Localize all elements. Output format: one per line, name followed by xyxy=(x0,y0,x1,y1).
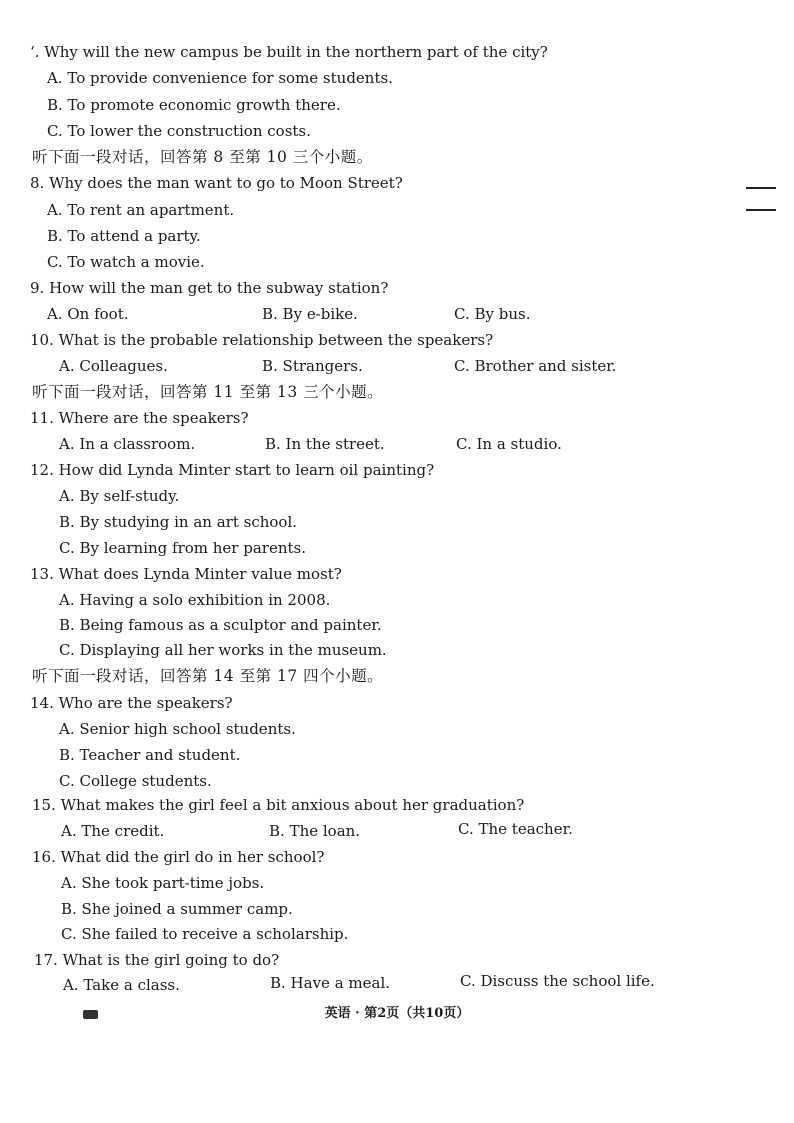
question-16-option-b: B. She joined a summer camp. xyxy=(61,900,293,918)
edge-mark-top xyxy=(746,187,776,189)
question-9-stem: 9. How will the man get to the subway station? xyxy=(30,279,389,297)
question-17-option-a: A. Take a class. xyxy=(63,976,180,994)
question-14-option-c: C. College students. xyxy=(59,772,212,790)
question-7-option-c: C. To lower the construction costs. xyxy=(47,122,311,140)
question-8-stem: 8. Why does the man want to go to Moon Street? xyxy=(30,174,403,192)
question-17-option-b: B. Have a meal. xyxy=(270,974,391,992)
page-footer: 英语 · 第2页（共10页） xyxy=(324,1006,470,1021)
question-11-option-b: B. In the street. xyxy=(265,435,385,453)
question-17-option-c: C. Discuss the school life. xyxy=(460,972,655,990)
question-8-option-b: B. To attend a party. xyxy=(47,227,201,245)
question-15-stem: 15. What makes the girl feel a bit anxious about her graduation? xyxy=(32,796,525,814)
question-13-option-b: B. Being famous as a sculptor and painter. xyxy=(59,616,382,634)
question-7-option-a: A. To provide convenience for some students. xyxy=(47,69,393,87)
question-11-option-c: C. In a studio. xyxy=(456,435,562,453)
section-instruction-14-17: 听下面一段对话，回答第 14 至第 17 四个小题。 xyxy=(32,667,384,685)
question-8-option-a: A. To rent an apartment. xyxy=(47,201,235,219)
question-14-stem: 14. Who are the speakers? xyxy=(30,694,233,712)
question-9-option-b: B. By e-bike. xyxy=(262,305,358,323)
question-14-option-b: B. Teacher and student. xyxy=(59,746,241,764)
question-10-option-b: B. Strangers. xyxy=(262,357,363,375)
question-16-option-a: A. She took part-time jobs. xyxy=(61,874,265,892)
question-8-option-c: C. To watch a movie. xyxy=(47,253,205,271)
question-15-option-c: C. The teacher. xyxy=(458,820,573,838)
question-12-option-c: C. By learning from her parents. xyxy=(59,539,306,557)
question-7-stem: ʻ. Why will the new campus be built in the northern part of the city? xyxy=(30,43,548,61)
section-instruction-11-13: 听下面一段对话，回答第 11 至第 13 三个小题。 xyxy=(32,383,384,401)
question-10-stem: 10. What is the probable relationship between the speakers? xyxy=(30,331,494,349)
question-16-option-c: C. She failed to receive a scholarship. xyxy=(61,925,349,943)
question-10-option-a: A. Colleagues. xyxy=(59,357,168,375)
question-15-option-b: B. The loan. xyxy=(269,822,361,840)
question-12-option-a: A. By self-study. xyxy=(59,487,180,505)
question-15-option-a: A. The credit. xyxy=(61,822,165,840)
section-instruction-8-10: 听下面一段对话，回答第 8 至第 10 三个小题。 xyxy=(32,148,373,166)
question-16-stem: 16. What did the girl do in her school? xyxy=(32,848,325,866)
question-11-stem: 11. Where are the speakers? xyxy=(30,409,249,427)
question-13-option-c: C. Displaying all her works in the museum. xyxy=(59,641,387,659)
question-7-option-b: B. To promote economic growth there. xyxy=(47,96,341,114)
question-9-option-c: C. By bus. xyxy=(454,305,531,323)
question-17-stem: 17. What is the girl going to do? xyxy=(34,951,280,969)
question-13-option-a: A. Having a solo exhibition in 2008. xyxy=(59,591,331,609)
question-13-stem: 13. What does Lynda Minter value most? xyxy=(30,565,342,583)
edge-mark-bottom xyxy=(746,209,776,211)
question-12-stem: 12. How did Lynda Minter start to learn oil painting? xyxy=(30,461,435,479)
question-10-option-c: C. Brother and sister. xyxy=(454,357,617,375)
question-11-option-a: A. In a classroom. xyxy=(59,435,196,453)
question-9-option-a: A. On foot. xyxy=(47,305,129,323)
question-12-option-b: B. By studying in an art school. xyxy=(59,513,298,531)
question-14-option-a: A. Senior high school students. xyxy=(59,720,296,738)
